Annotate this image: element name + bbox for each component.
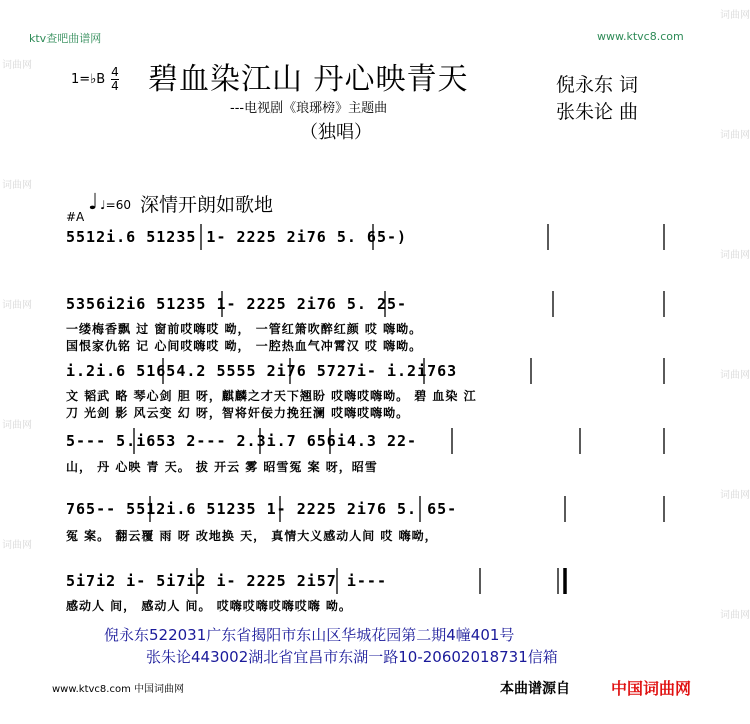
lyricist-credit: 倪永东 词	[556, 74, 639, 96]
source-label: 本曲谱源自	[500, 681, 570, 697]
watermark-text: 词曲网	[2, 540, 32, 551]
site-watermark-left: ktv查吧曲谱网	[29, 32, 102, 45]
lyric-line: 一缕梅香飘 过 窗前哎嗨哎 呦， 一管红箫吹醉红颜 哎 嗨呦。	[66, 322, 423, 336]
lyric-line: 国恨家仇铭 记 心间哎嗨哎 呦， 一腔热血气冲霄汉 哎 嗨呦。	[66, 339, 423, 353]
expression-mark: 深情开朗如歌地	[140, 194, 274, 216]
composer-credit: 张朱论 曲	[556, 101, 639, 123]
composer-address: 张朱论443002湖北省宜昌市东湖一路10-20602018731信箱	[146, 648, 558, 666]
notation-row-4: 5--- 5.i653 2--- 2.3i.7 656i4.3 22-	[66, 432, 418, 450]
brand-logo-text: 中国词曲网	[611, 679, 692, 698]
lyric-line: 山， 丹 心映 青 天。 拔 开云 雾 昭雪冤 案 呀，昭雪	[66, 460, 378, 474]
notation-row-6: 5i7i2 i- 5i7i2 i- 2225 2i57 i---	[66, 572, 387, 590]
meter-top: 4	[111, 65, 119, 79]
lyric-line: 文 韬武 略 琴心剑 胆 呀，麒麟之才天下翘盼 哎嗨哎嗨呦。 碧 血染 江	[66, 389, 477, 403]
quarter-note-icon: ♩	[88, 190, 99, 215]
notation-row-1: 5512i.6 51235 1- 2225 2i76 5. 65-)	[66, 228, 408, 246]
song-subtitle: ---电视剧《琅琊榜》主题曲	[230, 101, 388, 116]
watermark-text: 词曲网	[720, 490, 750, 501]
site-watermark-right: www.ktvc8.com	[597, 30, 684, 43]
watermark-text: 词曲网	[720, 10, 750, 21]
accidental-mark: #A	[66, 210, 85, 224]
notation-row-2: 5356i2i6 51235 1- 2225 2i76 5. 25-	[66, 295, 408, 313]
footer-site: www.ktvc8.com 中国词曲网	[52, 684, 185, 695]
lyric-line: 冤 案。 翻云覆 雨 呀 改地换 天， 真情大义感动人间 哎 嗨呦，	[66, 529, 438, 543]
watermark-text: 词曲网	[2, 180, 32, 191]
lyric-line: 刀 光剑 影 风云变 幻 呀，智将奸佞力挽狂澜 哎嗨哎嗨呦。	[66, 406, 410, 420]
notation-row-5: 765-- 5512i.6 51235 1- 2225 2i76 5. 65-	[66, 500, 458, 518]
watermark-text: 词曲网	[720, 370, 750, 381]
lyricist-address: 倪永东522031广东省揭阳市东山区华城花园第二期4幢401号	[104, 626, 515, 644]
performance-note: （独唱）	[300, 122, 372, 143]
watermark-text: 词曲网	[2, 420, 32, 431]
song-title: 碧血染江山 丹心映青天	[148, 62, 469, 97]
watermark-text: 词曲网	[2, 300, 32, 311]
watermark-text: 词曲网	[720, 250, 750, 261]
notation-row-3: i.2i.6 51654.2 5555 2i76 5727i- i.2i763	[66, 362, 458, 380]
watermark-text: 词曲网	[720, 610, 750, 621]
meter-bottom: 4	[111, 79, 119, 93]
lyric-line: 感动人 间， 感动人 间。 哎嗨哎嗨哎嗨哎嗨 呦。	[66, 599, 352, 613]
watermark-text: 词曲网	[720, 130, 750, 141]
key-signature: 1=♭B	[71, 72, 106, 87]
tempo-mark: ♩=60	[100, 198, 131, 212]
watermark-text: 词曲网	[2, 60, 32, 71]
